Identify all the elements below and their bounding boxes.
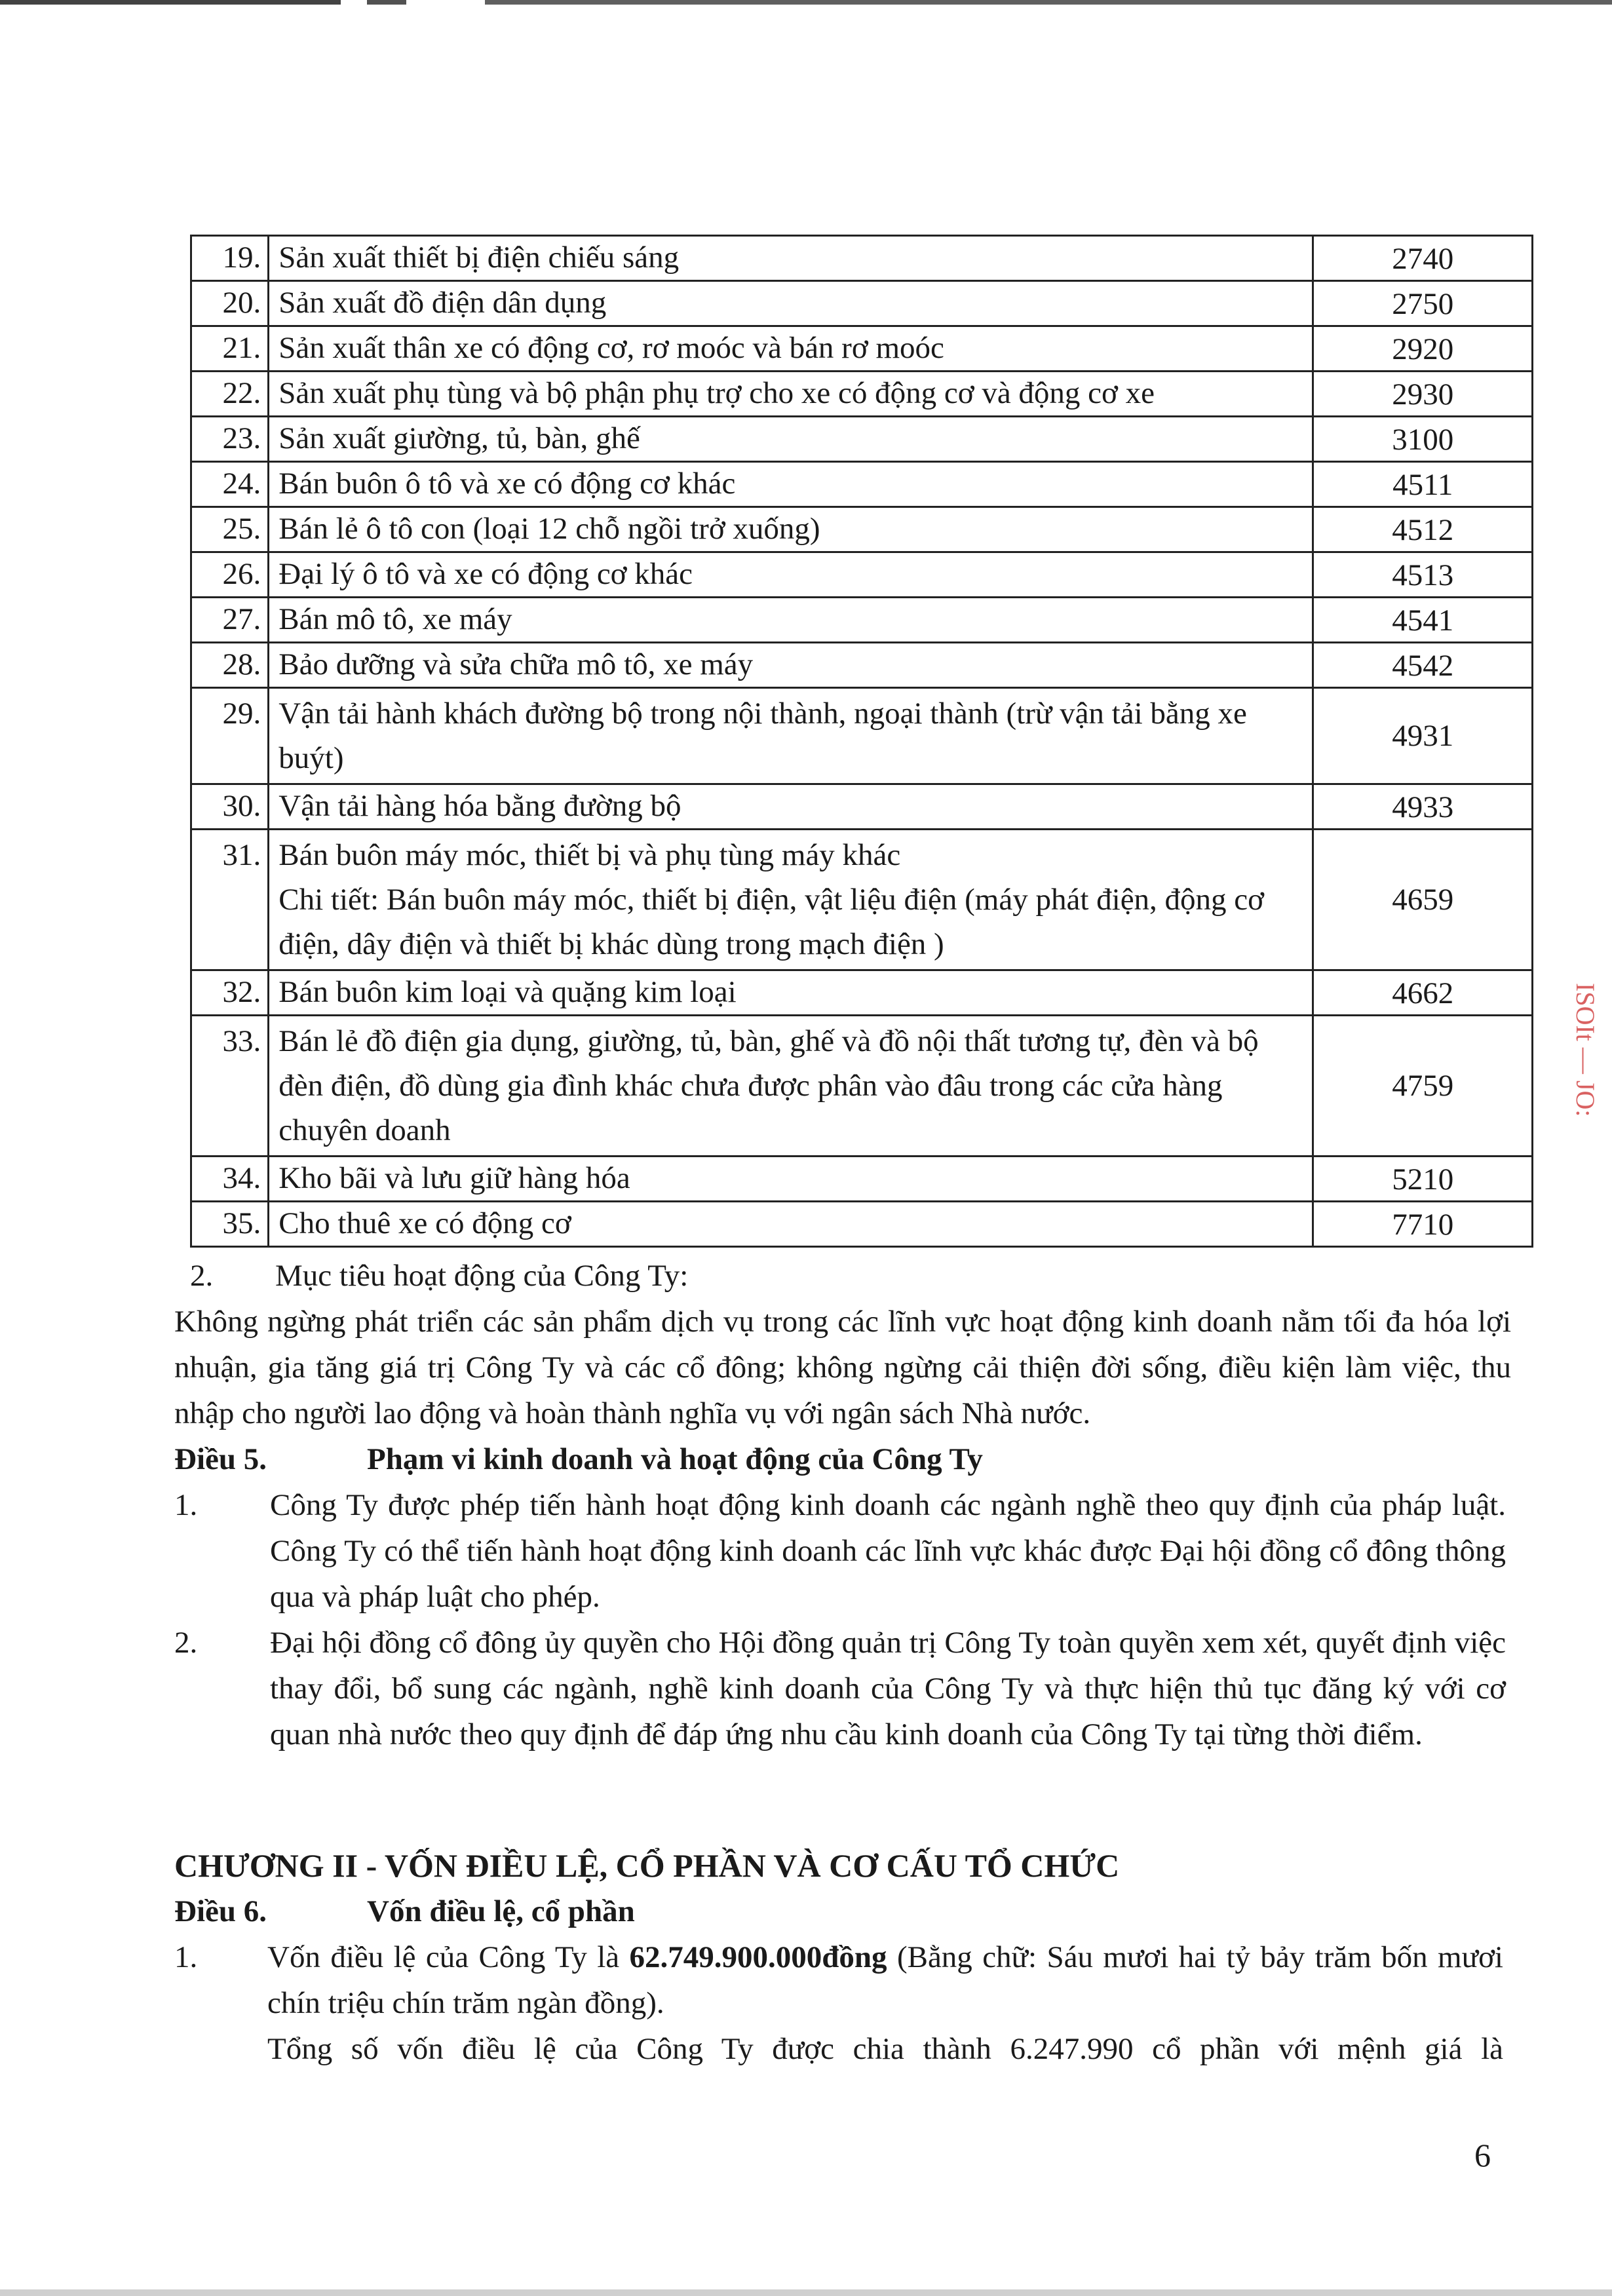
chapter2-title: CHƯƠNG II - VỐN ĐIỀU LỆ, CỔ PHẦN VÀ CƠ CẤU TỔ CHỨC <box>174 1847 1120 1884</box>
business-line-cell <box>269 784 1313 830</box>
table-row <box>191 1157 1533 1202</box>
business-line-name: Vận tải hành khách đường bộ trong nội thành, ngoại thành (trừ vận tải bằng xe buýt) <box>278 697 1247 775</box>
business-line-cell <box>269 281 1313 326</box>
industry-code-cell: 4511 <box>1313 462 1533 507</box>
industry-code-cell: 4541 <box>1313 598 1533 643</box>
industry-code-cell: 4933 <box>1313 784 1533 830</box>
business-line-cell <box>269 326 1313 372</box>
table-row <box>191 830 1533 970</box>
row-number-cell: 35. <box>191 1202 269 1247</box>
business-line-cell <box>269 236 1313 281</box>
row-number-cell: 19. <box>191 236 269 281</box>
business-line-name: Đại lý ô tô và xe có động cơ khác <box>278 557 693 591</box>
business-line-name: Bán lẻ ô tô con (loại 12 chỗ ngồi trở xuống) <box>278 512 820 546</box>
table-row <box>191 417 1533 462</box>
table-row <box>191 970 1533 1016</box>
scan-edge-bottom <box>0 2289 1612 2296</box>
row-number-cell: 25. <box>191 507 269 552</box>
objectives-heading: Mục tiêu hoạt động của Công Ty: <box>275 1259 689 1293</box>
business-line-cell <box>269 970 1313 1016</box>
row-number-cell: 23. <box>191 417 269 462</box>
row-number-cell: 27. <box>191 598 269 643</box>
business-line-name: Bảo dưỡng và sửa chữa mô tô, xe máy <box>278 647 754 681</box>
article6-item1-number: 1. <box>174 1940 198 1974</box>
business-line-name: Sản xuất đồ điện dân dụng <box>278 286 607 320</box>
business-line-cell <box>269 688 1313 784</box>
article5-item2-number: 2. <box>174 1626 198 1660</box>
article6-item1-post: (Bằng chữ: Sáu mươi hai tỷ bảy trăm bốn mươi chín triệu chín trăm ngàn đồng). <box>267 1940 1503 2020</box>
article5-item2-text: Đại hội đồng cổ đông ủy quyền cho Hội đồng quản trị Công Ty toàn quyền xem xét, quyết định việc thay đổi, bổ sung các ngành, nghề kinh doanh của Công Ty và thực hiện thủ tục đăng ký với cơ quan nhà nước theo quy định để đáp ứng nhu cầu kinh doanh của Công Ty tại từng thời điểm. <box>270 1626 1506 1751</box>
scan-edge-top <box>0 0 1612 5</box>
business-line-cell <box>269 417 1313 462</box>
table-row <box>191 552 1533 598</box>
table-row <box>191 507 1533 552</box>
business-line-name: Bán buôn kim loại và quặng kim loại <box>278 975 737 1009</box>
industry-code-cell: 5210 <box>1313 1157 1533 1202</box>
table-row <box>191 1016 1533 1157</box>
article5-item1-number: 1. <box>174 1488 198 1522</box>
business-line-cell <box>269 372 1313 417</box>
table-row <box>191 462 1533 507</box>
industry-code-cell: 3100 <box>1313 417 1533 462</box>
table-row <box>191 688 1533 784</box>
table-row <box>191 1202 1533 1247</box>
industry-code-cell: 2920 <box>1313 326 1533 372</box>
business-line-name: Bán buôn máy móc, thiết bị và phụ tùng máy khác <box>278 838 901 872</box>
business-line-name: Kho bãi và lưu giữ hàng hóa <box>278 1161 630 1195</box>
business-line-cell <box>269 1157 1313 1202</box>
table-row <box>191 643 1533 688</box>
industry-code-cell: 2740 <box>1313 236 1533 281</box>
objectives-body: Không ngừng phát triển các sản phẩm dịch vụ trong các lĩnh vực hoạt động kinh doanh nằm tối đa hóa lợi nhuận, gia tăng giá trị Công Ty và các cổ đông; không ngừng cải thiện đời sống, điều kiện làm việc, thu nhập cho người lao động và hoàn thành nghĩa vụ với ngân sách Nhà nước. <box>174 1305 1511 1430</box>
business-line-name: Bán buôn ô tô và xe có động cơ khác <box>278 467 736 501</box>
business-line-name: Sản xuất thân xe có động cơ, rơ moóc và bán rơ moóc <box>278 331 944 365</box>
industry-code-cell: 4542 <box>1313 643 1533 688</box>
charter-capital-amount: 62.749.900.000đồng <box>629 1940 887 1974</box>
row-number-cell: 32. <box>191 970 269 1016</box>
business-line-name: Cho thuê xe có động cơ <box>278 1206 571 1240</box>
table-row <box>191 236 1533 281</box>
page-number: 6 <box>1474 2137 1491 2173</box>
row-number-cell: 31. <box>191 830 269 970</box>
business-line-cell <box>269 830 1313 970</box>
article5-label: Điều 5. <box>174 1442 267 1476</box>
industry-code-cell: 4512 <box>1313 507 1533 552</box>
business-line-name: Sản xuất thiết bị điện chiếu sáng <box>278 240 680 275</box>
article6-title: Vốn điều lệ, cổ phần <box>367 1894 635 1928</box>
row-number-cell: 34. <box>191 1157 269 1202</box>
margin-stamp-mark: ISOIt — JO: <box>1571 983 1600 1117</box>
business-line-name: Bán mô tô, xe máy <box>278 602 512 636</box>
table-row <box>191 784 1533 830</box>
business-lines-table <box>190 235 1533 1248</box>
row-number-cell: 21. <box>191 326 269 372</box>
row-number-cell: 29. <box>191 688 269 784</box>
objectives-number: 2. <box>190 1259 214 1293</box>
business-line-cell <box>269 1202 1313 1247</box>
article6-item1-text <box>267 1934 1503 2026</box>
table-row <box>191 598 1533 643</box>
table-row <box>191 372 1533 417</box>
row-number-cell: 20. <box>191 281 269 326</box>
business-line-name: Sản xuất giường, tủ, bàn, ghế <box>278 421 640 455</box>
business-line-cell <box>269 643 1313 688</box>
industry-code-cell: 7710 <box>1313 1202 1533 1247</box>
business-line-name: Vận tải hàng hóa bằng đường bộ <box>278 789 681 823</box>
business-line-detail: Chi tiết: Bán buôn máy móc, thiết bị điện, vật liệu điện (máy phát điện, động cơ điện, dây điện và thiết bị khác dùng trong mạch điện ) <box>278 883 1265 961</box>
industry-code-cell: 2930 <box>1313 372 1533 417</box>
article5-title: Phạm vi kinh doanh và hoạt động của Công Ty <box>367 1442 983 1476</box>
industry-code-cell: 2750 <box>1313 281 1533 326</box>
industry-code-cell: 4513 <box>1313 552 1533 598</box>
industry-code-cell: 4931 <box>1313 688 1533 784</box>
table-row <box>191 281 1533 326</box>
row-number-cell: 24. <box>191 462 269 507</box>
row-number-cell: 33. <box>191 1016 269 1157</box>
business-line-cell <box>269 507 1313 552</box>
row-number-cell: 26. <box>191 552 269 598</box>
industry-code-cell: 4759 <box>1313 1016 1533 1157</box>
article5-item1-text: Công Ty được phép tiến hành hoạt động kinh doanh các ngành nghề theo quy định của pháp luật. Công Ty có thể tiến hành hoạt động kinh doanh các lĩnh vực khác được Đại hội đồng cổ đông thông qua và pháp luật cho phép. <box>270 1488 1506 1614</box>
article6-label: Điều 6. <box>174 1894 267 1928</box>
industry-code-cell: 4659 <box>1313 830 1533 970</box>
business-line-cell <box>269 1016 1313 1157</box>
business-line-cell <box>269 598 1313 643</box>
row-number-cell: 28. <box>191 643 269 688</box>
business-line-name: Bán lẻ đồ điện gia dụng, giường, tủ, bàn, ghế và đồ nội thất tương tự, đèn và bộ đèn điện, đồ dùng gia đình khác chưa được phân vào đâu trong các cửa hàng chuyên doanh <box>278 1024 1259 1147</box>
business-line-name: Sản xuất phụ tùng và bộ phận phụ trợ cho xe có động cơ và động cơ xe <box>278 376 1155 410</box>
row-number-cell: 30. <box>191 784 269 830</box>
industry-code-cell: 4662 <box>1313 970 1533 1016</box>
article6-shares-text: Tổng số vốn điều lệ của Công Ty được chia thành 6.247.990 cổ phần với mệnh giá là <box>267 2032 1503 2066</box>
row-number-cell: 22. <box>191 372 269 417</box>
business-line-cell <box>269 552 1313 598</box>
table-row <box>191 326 1533 372</box>
business-line-cell <box>269 462 1313 507</box>
article6-item1-pre: Vốn điều lệ của Công Ty là <box>267 1940 630 1974</box>
